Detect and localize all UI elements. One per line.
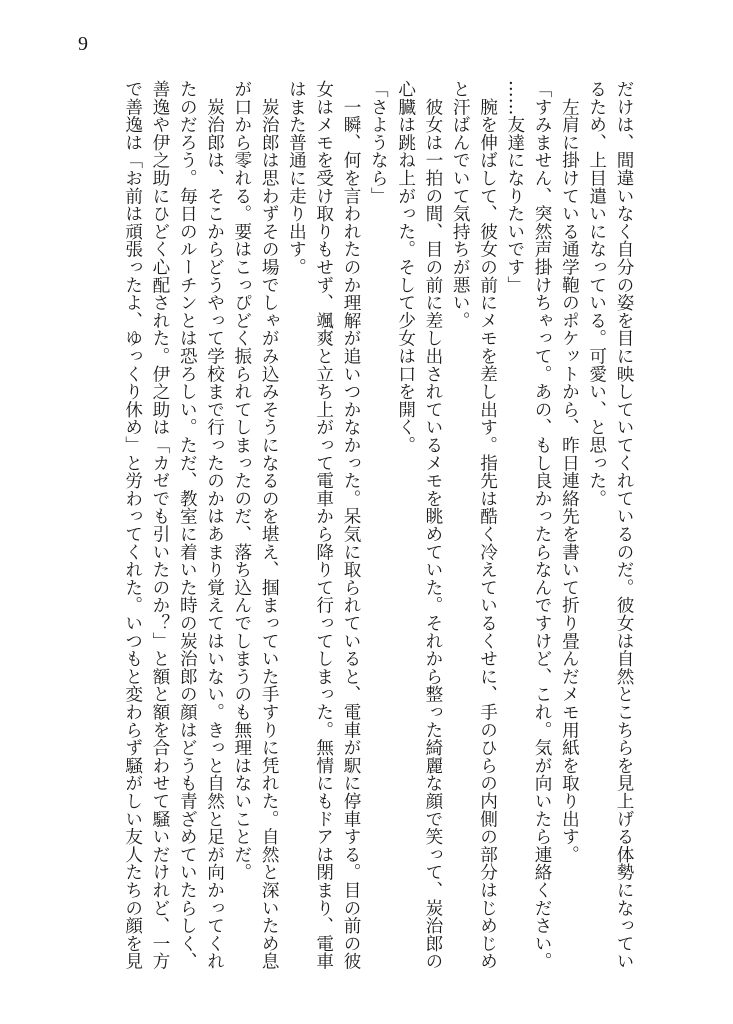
text-line: 「すみません、突然声掛けちゃって。あの、もし良かったらなんですけど、これ。気が向いたら連絡ください。 bbox=[532, 80, 553, 970]
text-line: たのだろう。毎日のルーチンとは恐ろしい。ただ、教室に着いた時の炭治郎の顔はどうも青ざめていたらしく、 bbox=[177, 80, 198, 970]
text-line: だけは、間違いなく自分の姿を目に映していてくれているのだ。彼女は自然とこちらを見上げる体勢になってい bbox=[614, 80, 634, 970]
text-line: 心臓は跳ね上がった。そして少女は口を開く。 bbox=[395, 80, 416, 454]
body-text bbox=[118, 80, 637, 970]
text-line: 左肩に掛けている通学鞄のポケットから、昨日連絡先を書いて折り畳んだメモ用紙を取り出す。 bbox=[559, 80, 580, 864]
text-line: 一瞬、何を言われたのか理解が追いつかなかった。呆気に取られていると、電車が駅に停車する。目の前の彼 bbox=[341, 80, 362, 970]
text-line: 彼女は一拍の間、目の前に差し出されているメモを眺めていた。それから整った綺麗な顔で笑って、炭治郎の bbox=[422, 80, 443, 970]
text-line: 腕を伸ばして、彼女の前にメモを差し出す。指先は酷く冷えているくせに、手のひらの内側の部分はじめじめ bbox=[477, 80, 498, 970]
page-number: 9 bbox=[78, 33, 88, 55]
text-line: 善逸や伊之助にひどく心配された。伊之助は「カゼでも引いたのか？」と額と額を合わせて騒いだけれど、一方 bbox=[149, 80, 170, 970]
text-line: で善逸は「お前は頑張ったよ、ゆっくり休め」と労わってくれた。いつもと変わらず騒がしい友人たちの顔を見 bbox=[122, 80, 143, 970]
text-line: 炭治郎は思わずその場でしゃがみ込みそうになるのを堪え、掴まっていた手すりに凭れた。自然と深いため息 bbox=[259, 80, 280, 970]
text-line: ……友達になりたいです」 bbox=[504, 80, 525, 294]
text-line: と汗ばんでいて気持ちが悪い。 bbox=[450, 80, 471, 330]
text-line: 炭治郎は、そこからどうやって学校まで行ったのかはあまり覚えてはいない。きっと自然と足が向かってくれ bbox=[204, 80, 225, 970]
text-line: はまた普通に走り出す。 bbox=[286, 80, 307, 276]
text-line: るため、上目遣いになっている。可愛い、と思った。 bbox=[586, 80, 607, 508]
text-line: が口から零れる。要はこっぴどく振られてしまったのだ、落ち込んでしまうのも無理はないことだ。 bbox=[231, 80, 252, 881]
text-line: 女はメモを受け取りもせず、颯爽と立ち上がって電車から降りて行ってしまった。無情にもドアは閉まり、電車 bbox=[313, 80, 334, 970]
text-line: 「さようなら」 bbox=[368, 80, 389, 205]
